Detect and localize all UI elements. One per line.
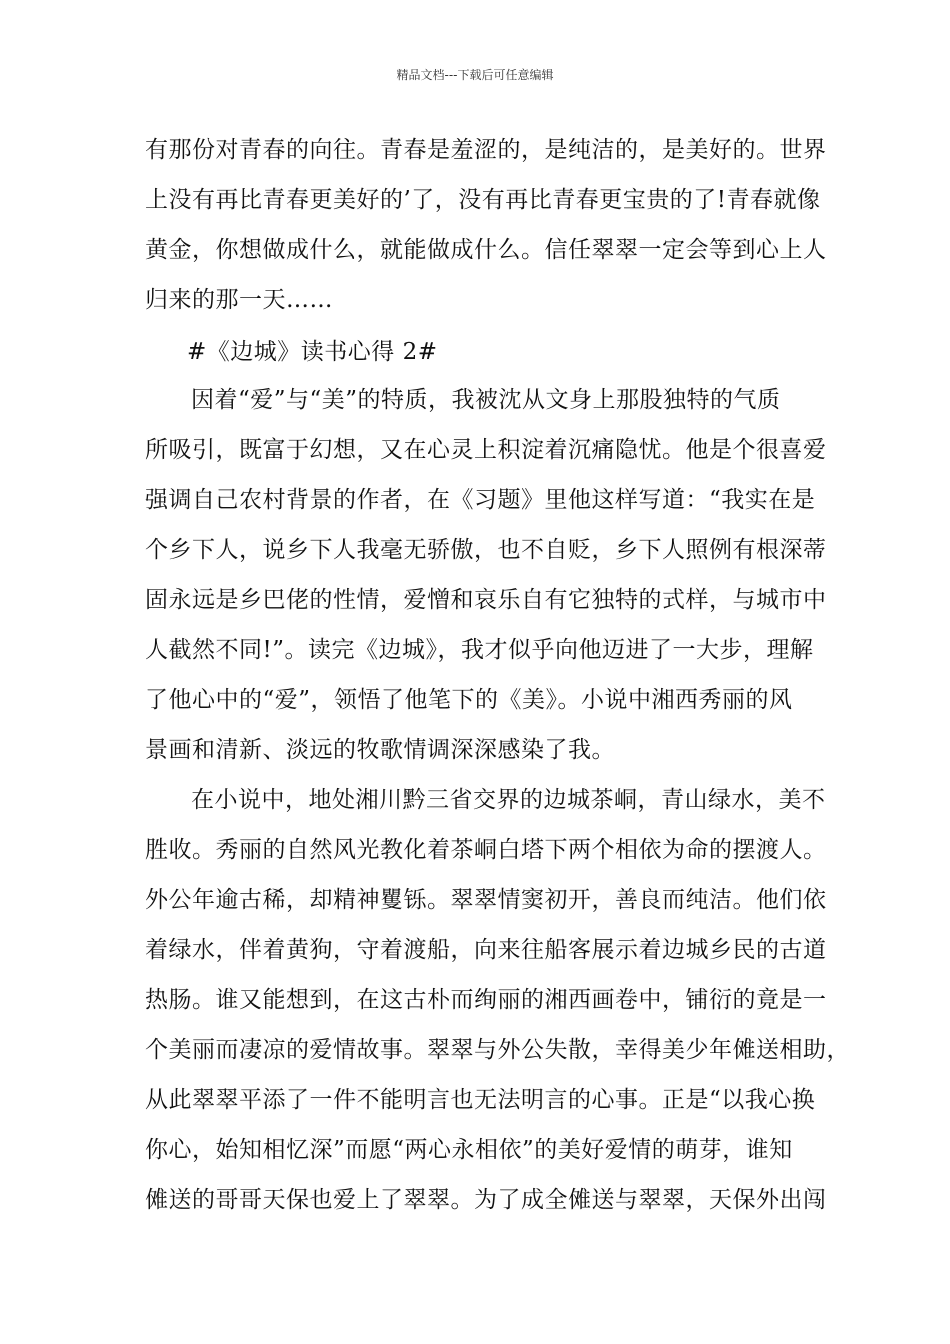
text-line: 有那份对青春的向往。青春是羞涩的，是纯洁的，是美好的。世界 [145, 137, 827, 163]
text-line: 因着“爱”与“美”的特质，我被沈从文身上那股独特的气质 [191, 387, 781, 413]
text-line: 归来的那一天…… [145, 287, 333, 313]
text-line: 固永远是乡巴佬的性情，爱憎和哀乐自有它独特的式样，与城市中 [145, 587, 827, 613]
text-line: 你心，始知相忆深”而愿“两心永相依”的美好爱情的萌芽，谁知 [145, 1137, 793, 1163]
text-line: 胜收。秀丽的自然风光教化着茶峒白塔下两个相依为命的摆渡人。 [145, 837, 827, 863]
text-line: 个美丽而凄凉的爱情故事。翠翠与外公失散，幸得美少年傩送相助， [145, 1037, 850, 1063]
text-line: 着绿水，伴着黄狗，守着渡船，向来往船客展示着边城乡民的古道 [145, 937, 827, 963]
text-line: 景画和清新、淡远的牧歌情调深深感染了我。 [145, 737, 615, 763]
section-heading: #《边城》读书心得 2# [187, 339, 438, 365]
text-line: 所吸引，既富于幻想，又在心灵上积淀着沉痛隐忧。他是个很喜爱 [145, 437, 827, 463]
text-line: 上没有再比青春更美好的’了，没有再比青春更宝贵的了!青春就像 [145, 187, 821, 213]
text-line: 从此翠翠平添了一件不能明言也无法明言的心事。正是“以我心换 [145, 1087, 816, 1113]
text-line: 热肠。谁又能想到，在这古朴而绚丽的湘西画卷中，铺衍的竟是一 [145, 987, 827, 1013]
text-line: 了他心中的“爱”，领悟了他笔下的《美》。小说中湘西秀丽的风 [145, 687, 793, 713]
text-line: 在小说中，地处湘川黔三省交界的边城茶峒，青山绿水，美不 [191, 787, 826, 813]
text-line: 人截然不同!”。读完《边城》，我才似乎向他迈进了一大步，理解 [145, 637, 814, 663]
text-line: 傩送的哥哥天保也爱上了翠翠。为了成全傩送与翠翠，天保外出闯 [145, 1187, 827, 1213]
text-line: 黄金，你想做成什么，就能做成什么。信任翠翠一定会等到心上人 [145, 237, 827, 263]
text-line: 个乡下人，说乡下人我毫无骄傲，也不自贬，乡下人照例有根深蒂 [145, 537, 827, 563]
text-line: 强调自己农村背景的作者，在《习题》里他这样写道：“我实在是 [145, 487, 816, 513]
page-header: 精品文档---下载后可任意编辑 [396, 68, 554, 82]
text-line: 外公年逾古稀，却精神矍铄。翠翠情窦初开，善良而纯洁。他们依 [145, 887, 827, 913]
